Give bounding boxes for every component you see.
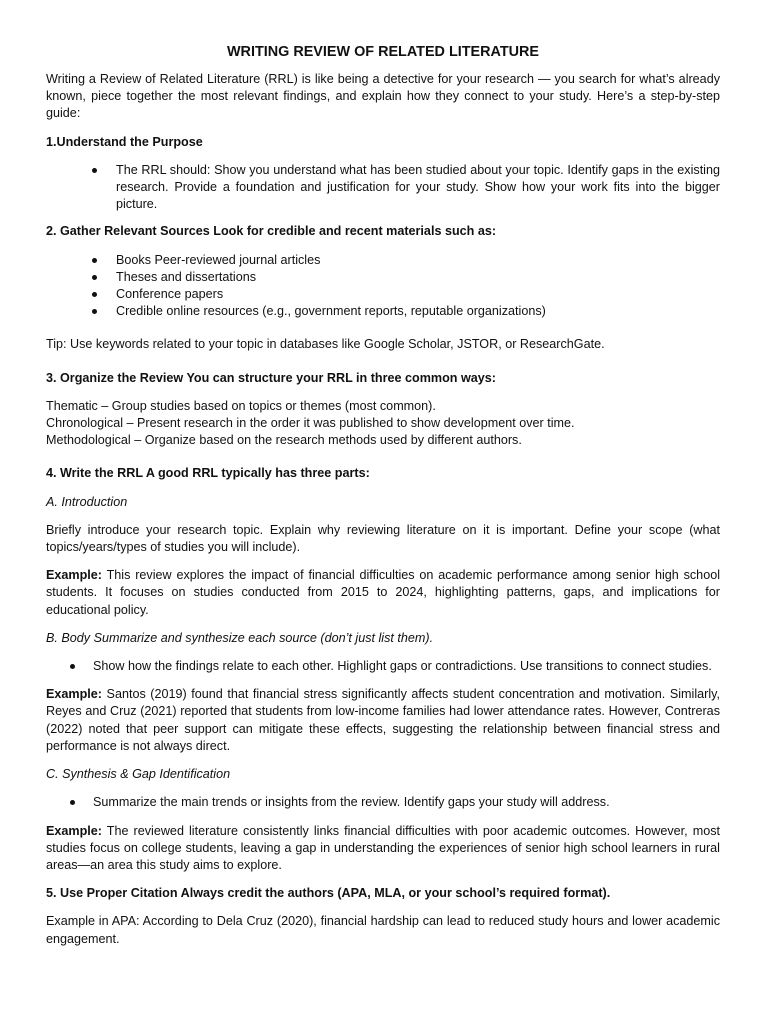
- subsection-b-example: [46, 686, 720, 755]
- subsection-c-example: [46, 823, 720, 875]
- example-label: Example:: [46, 687, 102, 702]
- section-2-heading: 2. Gather Relevant Sources Look for credible and recent materials such as:: [46, 224, 497, 239]
- structure-line-methodological: Methodological – Organize based on the research methods used by different authors.: [46, 433, 522, 448]
- subsection-a-title: A. Introduction: [46, 494, 128, 509]
- example-label: Example:: [46, 823, 102, 838]
- structure-line-thematic: Thematic – Group studies based on topics or themes (most common).: [46, 398, 436, 413]
- tip-text: Tip: Use keywords related to your topic in databases like Google Scholar, JSTOR, or ResearchGate.: [46, 337, 605, 352]
- section-4-heading: 4. Write the RRL A good RRL typically has three parts:: [46, 466, 370, 481]
- list-item: Credible online resources (e.g., government reports, reputable organizations): [46, 303, 720, 320]
- list-item: Books Peer-reviewed journal articles: [46, 252, 720, 269]
- section-2-list: [46, 252, 720, 321]
- section-5-heading: 5. Use Proper Citation Always credit the authors (APA, MLA, or your school’s required format).: [46, 886, 611, 901]
- subsection-c-list: [46, 794, 720, 811]
- list-item: Theses and dissertations: [46, 269, 720, 286]
- subsection-a-text: Briefly introduce your research topic. Explain why reviewing literature on it is important. Define your scope (what topics/years/types of studies you will include).: [46, 522, 720, 555]
- example-label: Example:: [46, 568, 102, 583]
- example-text: Santos (2019) found that financial stress significantly affects student concentration and motivation. Similarly, Reyes and Cruz (2021) reported that students from low-income families had lower attendance rates. However, Contreras (2022) noted that peer support can mitigate these effects, suggesting the relationship between financial stress and performance is not always direct.: [46, 687, 720, 753]
- section-5-text: Example in APA: According to Dela Cruz (2020), financial hardship can lead to reduced study hours and lower academic engagement.: [46, 914, 720, 946]
- section-1-heading: 1.Understand the Purpose: [46, 134, 203, 149]
- subsection-c-title: C. Synthesis & Gap Identification: [46, 767, 231, 782]
- list-item: The RRL should: Show you understand what has been studied about your topic. Identify gaps in the existing research. Provide a foundation and justification for your study. Show how your work fits into the bigger picture.: [46, 162, 720, 214]
- document-title: WRITING REVIEW OF RELATED LITERATURE: [226, 44, 540, 60]
- intro-paragraph: Writing a Review of Related Literature (RRL) is like being a detective for your research — you search for what’s already known, piece together the most relevant findings, and explain how they connect to your study. Here’s a step-by-step guide:: [46, 72, 720, 121]
- subsection-b-list: [46, 658, 720, 675]
- section-1-list: [46, 162, 720, 214]
- example-text: This review explores the impact of financial difficulties on academic performance among senior high school students. It focuses on studies conducted from 2015 to 2024, highlighting patterns, gaps, and implications for educational policy.: [46, 568, 720, 617]
- section-3-heading: 3. Organize the Review You can structure your RRL in three common ways:: [46, 370, 496, 385]
- structure-line-chronological: Chronological – Present research in the order it was published to show development over time.: [46, 416, 575, 431]
- subsection-b-title: B. Body Summarize and synthesize each source (don’t just list them).: [46, 630, 434, 645]
- example-text: The reviewed literature consistently links financial difficulties with poor academic outcomes. However, most studies focus on college students, leaving a gap in understanding the experiences of senior high school learners in rural areas—an area this study aims to explore.: [46, 823, 720, 872]
- list-item: Show how the findings relate to each other. Highlight gaps or contradictions. Use transitions to connect studies.: [46, 658, 720, 675]
- list-item: Summarize the main trends or insights from the review. Identify gaps your study will address.: [46, 794, 720, 811]
- section-3-lines: [46, 398, 720, 450]
- list-item: Conference papers: [46, 286, 720, 303]
- subsection-a-example: [46, 567, 720, 619]
